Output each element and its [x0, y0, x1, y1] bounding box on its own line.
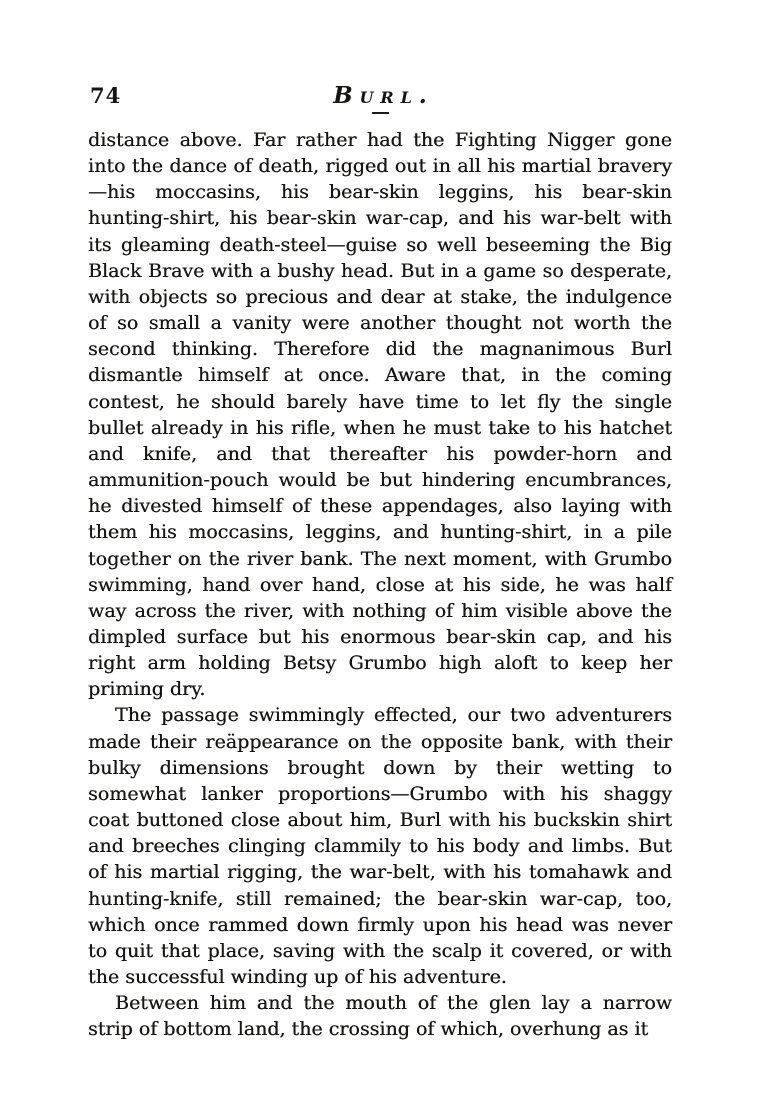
page-number: 74 [90, 83, 122, 108]
running-head [88, 82, 672, 114]
body-paragraph: The passage swimmingly effected, our two adventurers made their reäppearance on the opposite bank, with their bulky dimensions brought down by their wetting to somewhat lanker proportions—Grumbo with his shaggy coat buttoned close about him, Burl with his buckskin shirt and breeches clinging clammily to his body and limbs. But of his martial rigging, the war-belt, with his tomahawk and hunting-knife, still remained; the bear-skin war-cap, too, which once rammed down firmly upon his head was never to quit that place, saving with the scalp it covered, or with the successful winding up of his adventure. [88, 704, 672, 988]
body-paragraph: distance above. Far rather had the Fighting Nigger gone into the dance of death, rigged out in all his martial bravery—his moccasins, his bear-skin leggins, his bear-skin hunting-shirt, his bear-skin war-cap, and his war-belt with its gleaming death-steel—guise so well beseeming the Big Black Brave with a bushy head. But in a game so desperate, with objects so precious and dear at stake, the indulgence of so small a vanity were another thought not worth the second thinking. Therefore did the magnanimous Burl dismantle himself at once. Aware that, in the coming contest, he should barely have time to let fly the single bullet already in his rifle, when he must take to his hatchet and knife, and that thereafter his powder-horn and ammunition-pouch would be but hindering encumbrances, he divested himself of these appendages, also laying with them his moccasins, leggins, and hunting-shirt, in a pile together on the river bank. The next moment, with Grumbo swimming, hand over hand, close at his side, he was half way across the river, with nothing of him visible above the dimpled surface but his enormous bear-skin cap, and his right arm holding Betsy Grumbo high aloft to keep her priming dry. [88, 129, 672, 701]
running-title: Burl. [333, 82, 434, 109]
page-text-block [88, 127, 672, 1042]
title-rule-ornament [372, 112, 389, 114]
body-paragraph: Between him and the mouth of the glen lay a narrow strip of bottom land, the crossing of which, overhung as it [88, 992, 672, 1041]
